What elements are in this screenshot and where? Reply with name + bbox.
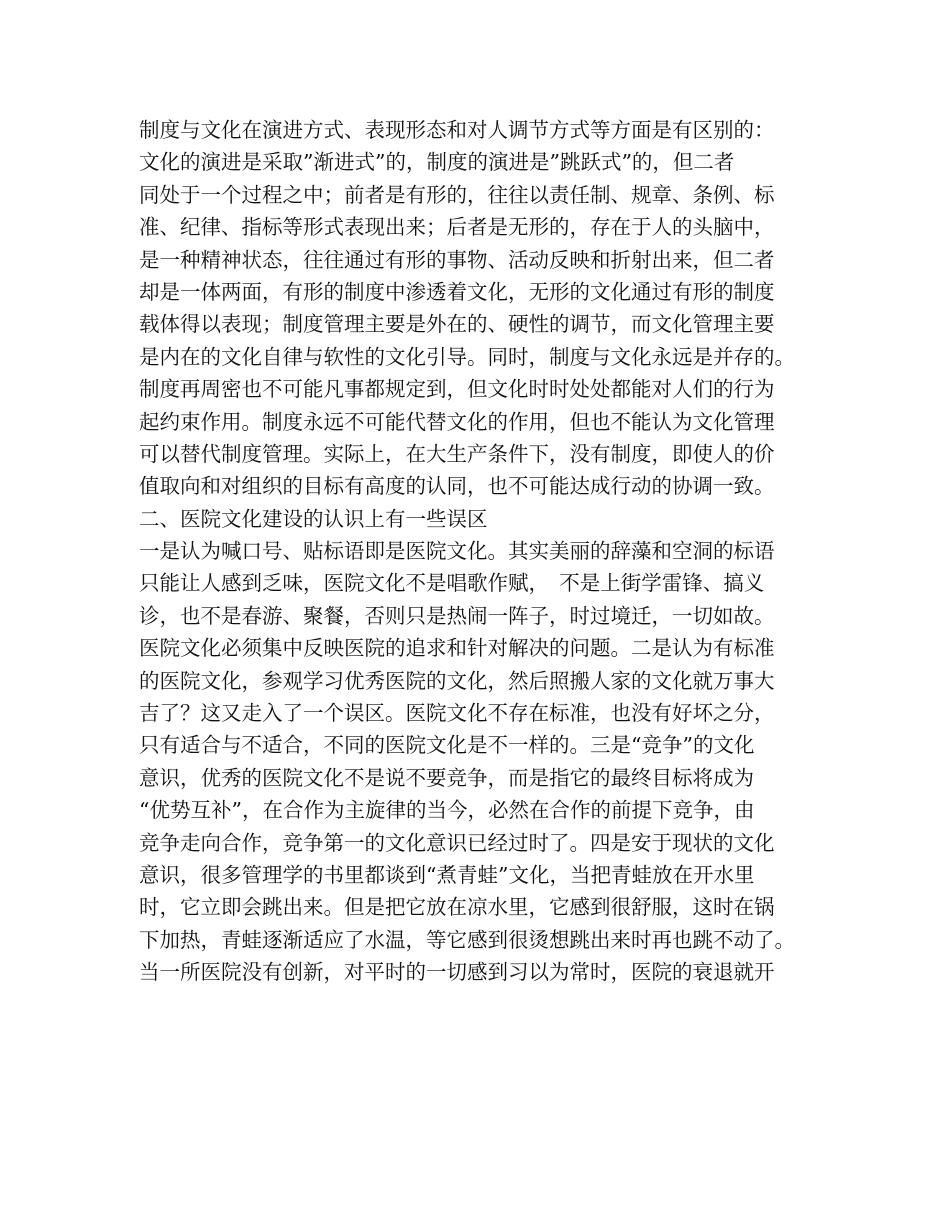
text-line: 起约束作用。制度永远不可能代替文化的作用，但也不能认为文化管理 xyxy=(139,409,775,434)
text-line: 制度与文化在演进方式、表现形态和对人调节方式等方面是有区别的： xyxy=(139,118,775,142)
text-line: “优势互补”，在合作为主旋律的当今，必然在合作的前提下竞争，由 xyxy=(139,798,755,823)
text-line: 制度再周密也不可能凡事都规定到，但文化时时处处都能对人们的行为 xyxy=(139,377,775,402)
text-line: 意识，很多管理学的书里都谈到“煮青蛙”文化，当把青蛙放在开水里 xyxy=(139,862,755,887)
text-line: 吉了？这又走入了一个误区。医院文化不存在标准，也没有好坏之分， xyxy=(139,701,775,726)
body-text xyxy=(139,114,839,989)
text-line: 下加热，青蛙逐渐适应了水温，等它感到很烫想跳出来时再也跳不动了。 xyxy=(139,927,795,952)
text-line: 准、纪律、指标等形式表现出来；后者是无形的，存在于人的头脑中， xyxy=(139,215,775,240)
text-line: 医院文化必须集中反映医院的追求和针对解决的问题。二是认为有标准 xyxy=(139,636,775,661)
text-line: 只能让人感到乏味，医院文化不是唱歌作赋， 不是上街学雷锋、搞义 xyxy=(139,571,765,596)
section-heading: 二、医院文化建设的认识上有一些误区 xyxy=(139,506,488,531)
text-line: 可以替代制度管理。实际上，在大生产条件下，没有制度，即使人的价 xyxy=(139,441,775,466)
text-line: 诊，也不是春游、聚餐，否则只是热闹一阵子，时过境迁，一切如故。 xyxy=(139,603,775,628)
text-line: 是一种精神状态，往往通过有形的事物、活动反映和折射出来，但二者 xyxy=(139,247,775,272)
text-line: 的医院文化，参观学习优秀医院的文化，然后照搬人家的文化就万事大 xyxy=(139,668,775,693)
text-line: 当一所医院没有创新，对平时的一切感到习以为常时，医院的衰退就开 xyxy=(139,960,775,985)
text-line: 值取向和对组织的目标有高度的认同，也不可能达成行动的协调一致。 xyxy=(139,474,775,499)
text-line: 只有适合与不适合，不同的医院文化是不一样的。三是“竞争”的文化 xyxy=(139,733,755,758)
text-line: 文化的演进是采取”渐进式”的，制度的演进是”跳跃式”的，但二者 xyxy=(139,150,735,175)
text-line: 意识，优秀的医院文化不是说不要竞争，而是指它的最终目标将成为 xyxy=(139,765,754,790)
text-line: 是内在的文化自律与软性的文化引导。同时，制度与文化永远是并存的。 xyxy=(139,344,795,369)
text-line: 竞争走向合作，竞争第一的文化意识已经过时了。四是安于现状的文化 xyxy=(139,830,775,855)
text-line: 载体得以表现；制度管理主要是外在的、硬性的调节，而文化管理主要 xyxy=(139,312,775,337)
text-line: 一是认为喊口号、贴标语即是医院文化。其实美丽的辞藻和空洞的标语 xyxy=(139,539,775,564)
text-line: 却是一体两面，有形的制度中渗透着文化，无形的文化通过有形的制度 xyxy=(139,279,775,304)
text-line: 同处于一个过程之中；前者是有形的，往往以责任制、规章、条例、标 xyxy=(139,182,775,207)
text-line: 时，它立即会跳出来。但是把它放在凉水里，它感到很舒服，这时在锅 xyxy=(139,895,775,920)
